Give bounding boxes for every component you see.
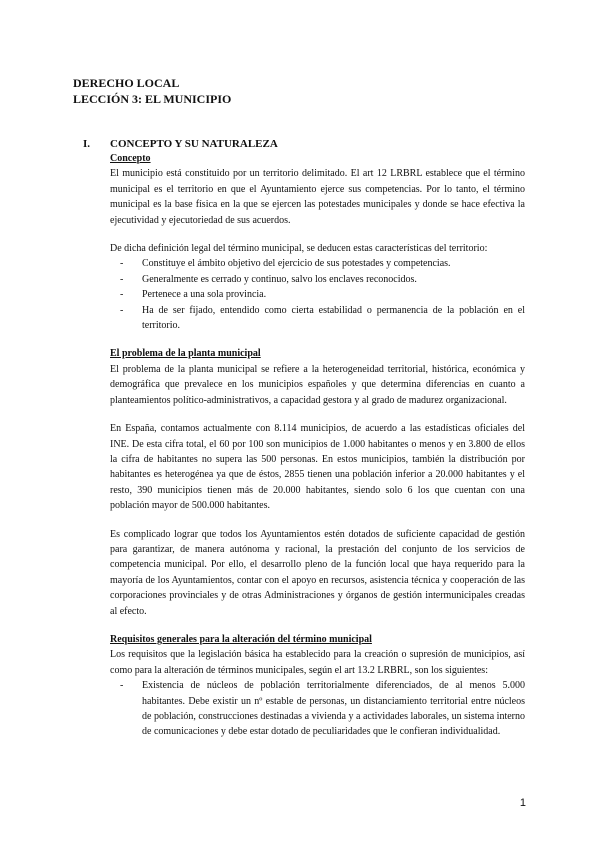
lesson-title: LECCIÓN 3: EL MUNICIPIO	[73, 92, 232, 106]
course-title: DERECHO LOCAL	[73, 76, 180, 90]
section-number: I.	[83, 138, 91, 150]
requirements-list	[110, 678, 525, 740]
paragraph: En España, contamos actualmente con 8.114 municipios, de acuerdo a las estadísticas oficiales del INE. De esta cifra total, el 60 por 100 son municipios de 1.000 habitantes o menos y en 3.800 de ellos la cifra de habitantes no supera las 500 personas. En estos municipios, también la distribución por habitantes es heterogénea ya que de éstos, 2855 tienen una población inferior a 20.000 habitantes y el resto, 390 municipios tienen más de 20.000 habitantes, siendo solo 6 los que cuentan con una población mayor de 500.000 habitantes.	[110, 423, 525, 512]
list-item: - Pertenece a una sola provincia.	[110, 287, 525, 302]
list-item: - Generalmente es cerrado y continuo, salvo los enclaves reconocidos.	[110, 272, 525, 287]
paragraph: Es complicado lograr que todos los Ayuntamientos estén dotados de suficiente capacidad de gestión para garantizar, de manera autónoma y racional, la prestación del conjunto de los servicios de competencia municipal. Por ello, el desarrollo pleno de la función local que haya requerido para la mayoría de los Ayuntamientos, contar con el apoyo en recursos, asistencia técnica y cooperación de las corporaciones provinciales y de otras Administraciones y órganos de gestión intermunicipales creadas al efecto.	[110, 528, 525, 617]
paragraph: El municipio está constituido por un territorio delimitado. El art 12 LRBRL establece que el término municipal es el territorio en que el Ayuntamiento ejerce sus competencias. Por lo tanto, el término municipal es la base física en la que se ejercen las potestades municipales y donde se hace efectiva la ejecutividad y ejecutoriedad de sus acuerdos.	[110, 168, 525, 226]
list-item: - Existencia de núcleos de población territorialmente diferenciados, de al menos 5.000 habitantes. Debe existir un nº estable de personas, un distanciamiento territorial entre núcleos de población, construcciones destinadas a vivienda y a actividades laborales, un sistema interno de comunicaciones y debe estar dotado de peculiaridades que le confieran individualidad.	[110, 678, 525, 740]
list-item: - Ha de ser fijado, entendido como cierta estabilidad o permanencia de la población en el territorio.	[110, 303, 525, 334]
list-item: - Constituye el ámbito objetivo del ejercicio de sus potestades y competencias.	[110, 256, 525, 271]
document-title	[73, 75, 231, 107]
subheading-concepto: Concepto	[110, 153, 151, 164]
paragraph: De dicha definición legal del término municipal, se deducen estas características del territorio:	[110, 243, 488, 255]
page-number: 1	[519, 797, 526, 809]
paragraph: El problema de la planta municipal se refiere a la heterogeneidad territorial, histórica, económica y demográfica que prevalece en los municipios españoles y que determina diferencias en cuanto a planteamientos político-administrativos, a capacidad gestora y al grado de madurez organizacional.	[110, 363, 525, 406]
characteristics-list	[110, 256, 525, 333]
subheading-requisitos: Requisitos generales para la alteración del término municipal	[110, 633, 372, 645]
subheading-planta-municipal: El problema de la planta municipal	[110, 348, 261, 360]
document-body	[110, 151, 525, 740]
section-heading	[83, 137, 523, 152]
paragraph: Los requisitos que la legislación básica ha establecido para la creación o supresión de municipios, así como para la alteración de términos municipales, según el art 13.2 LRBRL, son los siguientes:	[110, 649, 525, 676]
section-title: CONCEPTO Y SU NATURALEZA	[110, 138, 278, 150]
